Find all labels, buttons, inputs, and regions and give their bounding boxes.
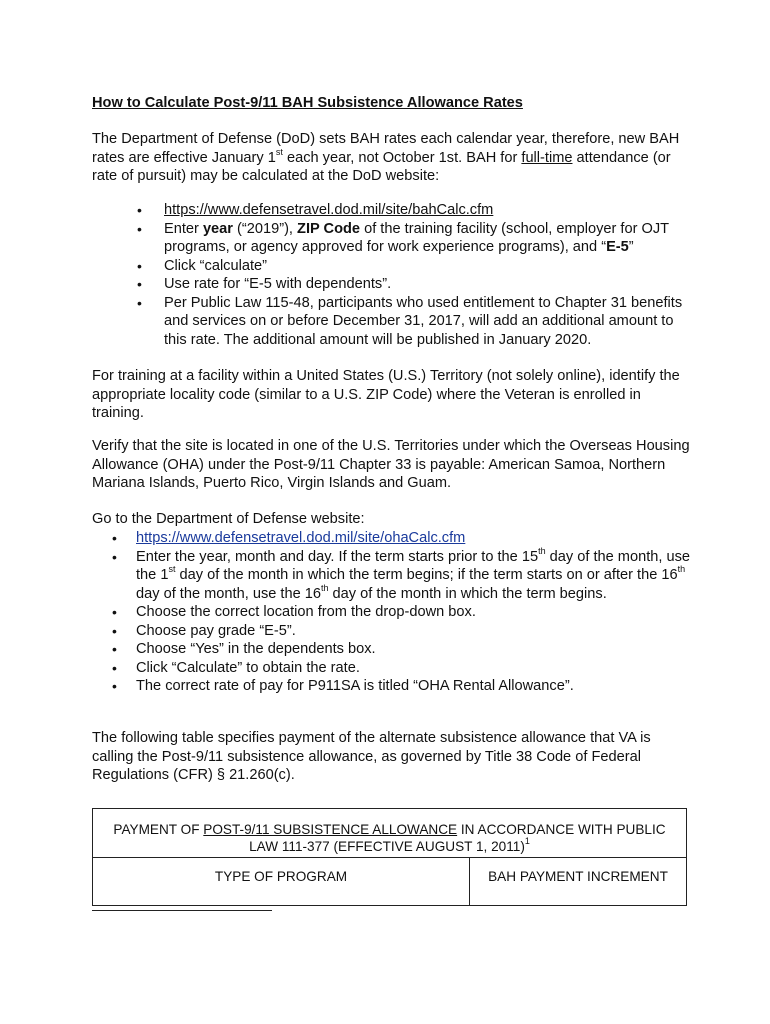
list-text: day of the month in which the term begins; if the term starts on or after the 16	[175, 567, 678, 583]
list-item	[92, 220, 692, 257]
superscript: st	[168, 564, 176, 575]
bullet-icon: •	[112, 548, 117, 565]
list-item	[92, 640, 692, 659]
bold-e5: E-5	[606, 239, 629, 255]
col-bah-payment-increment: BAH PAYMENT INCREMENT	[470, 858, 687, 906]
territory-paragraph: For training at a facility within a United States (U.S.) Territory (not solely online), identify the appropriate locality code (similar to a U.S. ZIP Code) where the Veteran is enrolled in training.	[92, 368, 680, 421]
superscript: th	[677, 564, 686, 575]
table-header-row	[93, 809, 687, 858]
list-text: Choose “Yes” in the dependents box.	[136, 641, 376, 657]
bullet-icon: •	[137, 257, 142, 274]
col-type-of-program: TYPE OF PROGRAM	[93, 858, 470, 906]
list-item	[92, 257, 692, 276]
table-header-cell	[93, 809, 687, 858]
intro-text-a: The Department of Defense (DoD) sets BAH rates each calendar year, therefore, new BAH rates are effective January 1	[92, 131, 680, 166]
list-text: day of the month in which the term begins.	[328, 585, 607, 602]
list-item	[92, 622, 692, 641]
intro-paragraph	[92, 130, 692, 186]
superscript: th	[320, 582, 329, 593]
oha-steps-list	[92, 529, 692, 696]
list-item	[92, 275, 692, 294]
bold-zip-code: ZIP Code	[297, 220, 361, 237]
full-time-link[interactable]: full-time	[521, 149, 573, 166]
list-item	[92, 201, 692, 220]
list-text: Choose the correct location from the drop-down box.	[136, 604, 476, 620]
subsistence-allowance-table	[92, 808, 687, 906]
bullet-icon: •	[112, 641, 117, 657]
bah-steps-list	[92, 201, 692, 349]
list-text: of the training facility (school, employer for OJT programs, or agency approved for work experience programs), and “	[164, 220, 669, 255]
list-item	[92, 529, 692, 548]
list-item	[92, 603, 692, 622]
document-title: How to Calculate Post-9/11 BAH Subsistence Allowance Rates	[92, 95, 523, 111]
bold-year: year	[202, 220, 233, 237]
list-item	[92, 659, 692, 678]
intro-text-c: attendance (or rate of pursuit) may be calculated at the DoD website:	[92, 149, 671, 184]
list-text: Click “calculate”	[164, 257, 267, 274]
list-text: The correct rate of pay for P911SA is titled “OHA Rental Allowance”.	[136, 678, 574, 694]
list-text: ”	[628, 239, 634, 255]
bullet-icon: •	[137, 202, 142, 218]
list-text: Enter	[164, 220, 203, 237]
dod-website-paragraph: Go to the Department of Defense website:	[92, 511, 365, 527]
table-intro-paragraph: The following table specifies payment of the alternate subsistence allowance that VA is calling the Post-9/11 subsistence allowance, as governed by Title 38 Code of Federal Regulations (CFR) § 21.260(c).	[92, 730, 651, 783]
intro-text-b: each year, not October 1st. BAH for	[282, 149, 522, 166]
table-header-underlined: POST-9/11 SUBSISTENCE ALLOWANCE	[203, 822, 458, 837]
table-header-text-b: IN ACCORDANCE WITH PUBLIC LAW 111-377 (EFFECTIVE AUGUST 1, 2011)	[249, 822, 666, 854]
intro-superscript: st	[275, 146, 283, 157]
list-text: day of the month, use the 1	[136, 548, 690, 583]
list-text: Per Public Law 115-48, participants who used entitlement to Chapter 31 benefits and services on or before December 31, 2017, will add an additional amount to this rate. The additional amount will be published in January 2020.	[164, 294, 683, 348]
list-text: Enter the year, month and day. If the term starts prior to the 15	[136, 548, 539, 565]
bullet-icon: •	[112, 622, 117, 639]
list-text: day of the month, use the 16	[136, 585, 321, 602]
list-item	[92, 677, 692, 696]
bah-calc-link[interactable]: https://www.defensetravel.dod.mil/site/bahCalc.cfm	[164, 202, 494, 218]
bullet-icon: •	[137, 276, 142, 292]
list-item	[92, 545, 692, 604]
bullet-icon: •	[112, 659, 117, 676]
oha-calc-link[interactable]: https://www.defensetravel.dod.mil/site/ohaCalc.cfm	[136, 530, 466, 546]
bullet-icon: •	[112, 604, 117, 620]
bullet-icon: •	[112, 678, 117, 694]
table-header-text-a: PAYMENT OF	[113, 822, 204, 837]
bullet-icon: •	[137, 294, 142, 311]
verify-paragraph: Verify that the site is located in one of the U.S. Territories under which the Overseas Housing Allowance (OHA) under the Post-9/11 Chapter 33 is payable: American Samoa, Northern Mariana Islands, Puerto Rico, Virgin Islands and Guam.	[92, 438, 690, 491]
bullet-icon: •	[112, 530, 117, 546]
list-text: (“2019”),	[232, 220, 298, 237]
superscript: th	[538, 545, 546, 556]
list-item	[92, 294, 692, 350]
list-text: Use rate for “E-5 with dependents”.	[164, 276, 392, 292]
table-row	[93, 858, 687, 906]
list-text: Click “Calculate” to obtain the rate.	[136, 659, 360, 676]
bullet-icon: •	[137, 220, 142, 237]
list-text: Choose pay grade “E-5”.	[136, 622, 296, 639]
footnote-marker: 1	[524, 836, 530, 847]
footnote-separator	[92, 910, 272, 911]
